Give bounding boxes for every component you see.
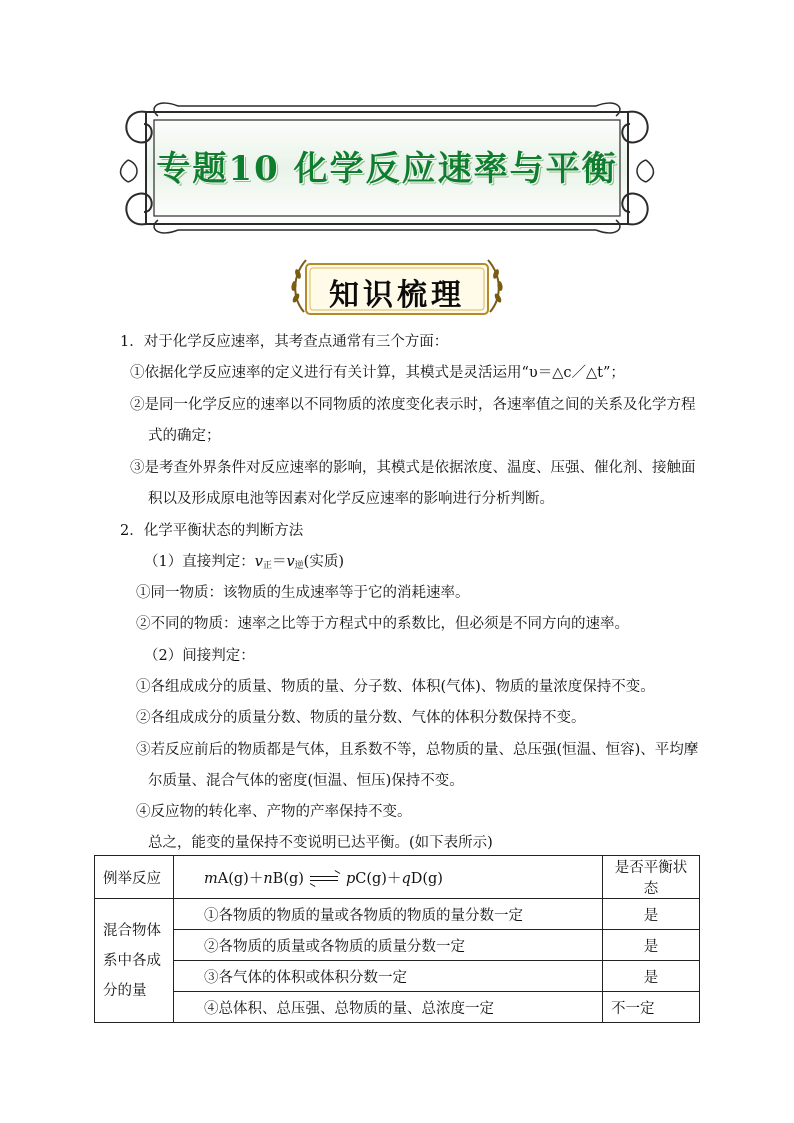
indirect-point2: ②各组成成分的质量分数、物质的量分数、气体的体积分数保持不变。 <box>136 710 586 726</box>
sub-reverse: 逆 <box>294 561 304 571</box>
header-equation <box>174 856 603 899</box>
condition-cell: ④总体积、总压强、总物质的量、总浓度一定 <box>174 992 603 1023</box>
direct-point1: ①同一物质：该物质的生成速率等于它的消耗速率。 <box>136 585 470 601</box>
v-symbol-forward: v <box>254 554 263 570</box>
direct-criterion <box>144 552 344 576</box>
equilibrium-table <box>94 855 700 1023</box>
table-header-row <box>95 856 700 899</box>
item2-heading: 2．化学平衡状态的判断方法 <box>120 523 304 539</box>
indirect-point4: ④反应物的转化率、产物的产率保持不变。 <box>136 804 412 820</box>
section-badge <box>286 254 508 322</box>
section-badge-label: 知识梳理 <box>329 278 465 313</box>
item1-heading: 1．对于化学反应速率，其考查点通常有三个方面： <box>120 334 449 350</box>
item1-point3: ③是考查外界条件对反应速率的影响，其模式是依据浓度、温度、压强、催化剂、接触面 <box>130 460 696 476</box>
table-row <box>95 992 700 1023</box>
coef-m: m <box>204 870 218 887</box>
condition-cell: ③各气体的体积或体积分数一定 <box>174 961 603 992</box>
group-label-line: 分的量 <box>103 982 147 999</box>
header-is-equilibrium: 是否平衡状态 <box>603 856 700 899</box>
coef-q: q <box>401 870 411 887</box>
title-banner <box>118 98 656 238</box>
direct-label: （1）直接判定： <box>144 554 255 570</box>
equals-sign: ＝ <box>271 554 287 570</box>
condition-cell: ②各物质的质量或各物质的质量分数一定 <box>174 930 603 961</box>
direct-point2: ②不同的物质：速率之比等于方程式中的系数比，但必须是不同方向的速率。 <box>136 616 629 632</box>
item1-point2-cont: 式的确定； <box>148 428 221 444</box>
species-C: C(g)＋ <box>355 870 402 887</box>
coef-p: p <box>345 870 356 887</box>
group-label-line: 系中各成 <box>103 952 161 969</box>
summary-text: 总之，能变的量保持不变说明已达平衡。(如下表所示) <box>148 835 493 851</box>
equilibrium-arrow-icon <box>310 874 340 884</box>
species-D: D(g) <box>410 870 443 887</box>
item1-point3-cont: 积以及形成原电池等因素对化学反应速率的影响进行分析判断。 <box>148 491 554 507</box>
result-cell: 不一定 <box>603 992 700 1023</box>
table-row <box>95 961 700 992</box>
header-example-reaction: 例举反应 <box>95 856 174 899</box>
sub-forward: 正 <box>262 561 272 571</box>
indirect-point1: ①各组成成分的质量、物质的量、分子数、体积(气体)、物质的量浓度保持不变。 <box>136 679 655 695</box>
result-cell: 是 <box>603 930 700 961</box>
table-row <box>95 930 700 961</box>
indirect-point3: ③若反应前后的物质都是气体，且系数不等，总物质的量、总压强(恒温、恒容)、平均摩 <box>136 742 699 758</box>
species-B: B(g) <box>272 870 304 887</box>
indirect-label: （2）间接判定： <box>144 648 255 664</box>
direct-note: (实质) <box>303 554 344 570</box>
table-row <box>95 899 700 930</box>
result-cell: 是 <box>603 899 700 930</box>
coef-n: n <box>263 870 273 887</box>
item1-point1: ①依据化学反应速率的定义进行有关计算，其模式是灵活运用“υ＝△c／△t”； <box>130 365 625 381</box>
item1-point2: ②是同一化学反应的速率以不同物质的浓度变化表示时，各速率值之间的关系及化学方程 <box>130 397 696 413</box>
group-label <box>95 899 174 1023</box>
result-cell: 是 <box>603 961 700 992</box>
indirect-point3-cont: 尔质量、混合气体的密度(恒温、恒压)保持不变。 <box>148 773 464 789</box>
v-symbol-reverse: v <box>286 554 295 570</box>
page-title: 专题10 化学反应速率与平衡 <box>156 149 618 189</box>
condition-cell: ①各物质的物质的量或各物质的物质的量分数一定 <box>174 899 603 930</box>
group-label-line: 混合物体 <box>103 922 161 939</box>
species-A: A(g)＋ <box>217 870 264 887</box>
